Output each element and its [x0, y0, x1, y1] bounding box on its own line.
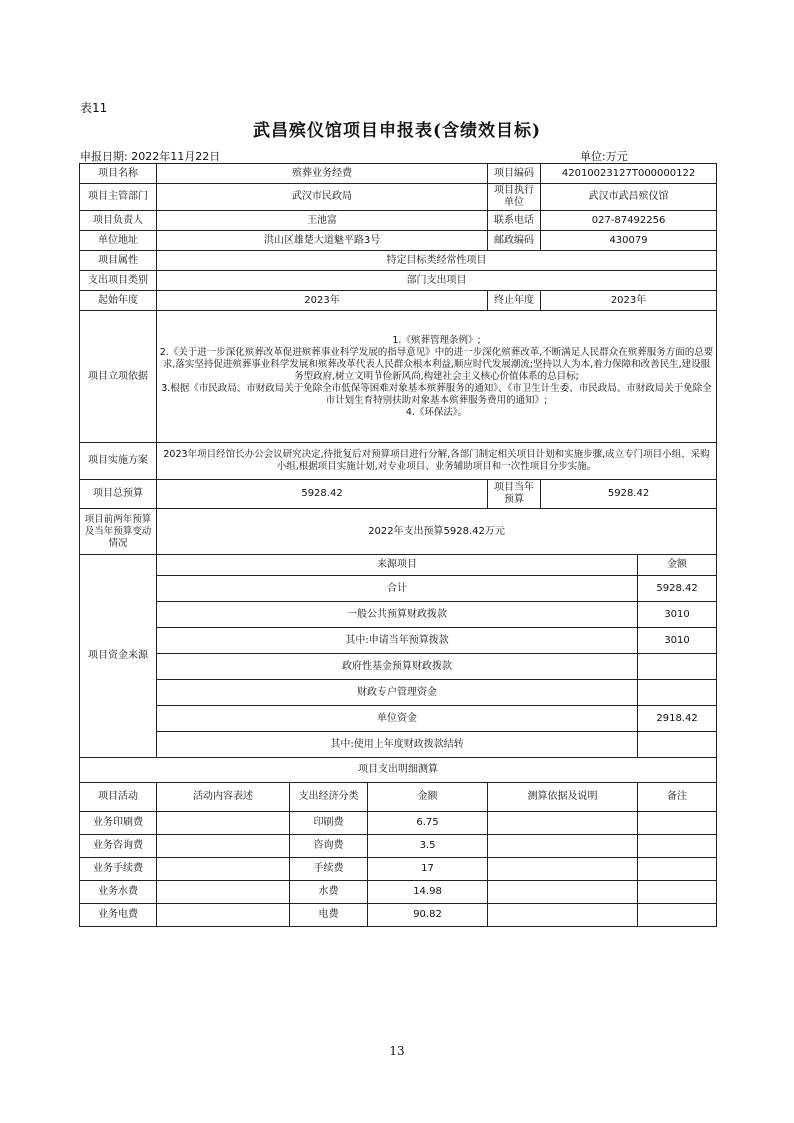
detail-amount: 6.75	[368, 812, 488, 835]
prior-value: 2022年支出预算5928.42万元	[157, 509, 717, 555]
detail-note	[638, 858, 717, 881]
report-date: 申报日期: 2022年11月22日	[80, 150, 221, 163]
detail-amount: 14.98	[368, 881, 488, 904]
funding-source: 单位资金	[157, 706, 638, 732]
funding-amount: 2918.42	[638, 706, 717, 732]
exec-unit-label: 项目执行单位	[488, 184, 541, 211]
postcode-value: 430079	[541, 231, 717, 251]
funding-source: 合计	[157, 576, 638, 602]
funding-col-amount: 金额	[638, 555, 717, 576]
unit-label: 单位:万元	[580, 150, 628, 163]
plan-label: 项目实施方案	[80, 443, 157, 480]
detail-col-content: 活动内容表述	[157, 783, 290, 812]
detail-header-row	[80, 783, 717, 812]
row-project-name	[80, 164, 717, 184]
detail-content	[157, 904, 290, 927]
detail-title-row	[80, 758, 717, 783]
start-year-label: 起始年度	[80, 291, 157, 311]
funding-source: 政府性基金预算财政拨款	[157, 654, 638, 680]
basis-line: 1.《殡葬管理条例》;	[392, 334, 481, 346]
detail-col-amount: 金额	[368, 783, 488, 812]
current-budget-value: 5928.42	[541, 480, 717, 509]
basis-label: 项目立项依据	[80, 311, 157, 443]
funding-amount: 3010	[638, 628, 717, 654]
detail-col-activity: 项目活动	[80, 783, 157, 812]
funding-source: 其中:使用上年度财政拨款结转	[157, 732, 638, 758]
detail-row	[80, 881, 717, 904]
detail-content	[157, 812, 290, 835]
start-year-value: 2023年	[157, 291, 488, 311]
detail-amount: 17	[368, 858, 488, 881]
project-name-value: 殡葬业务经费	[157, 164, 488, 184]
funding-source: 财政专户管理资金	[157, 680, 638, 706]
category-value: 部门支出项目	[157, 271, 717, 291]
table-number: 表11	[80, 101, 108, 115]
postcode-label: 邮政编码	[488, 231, 541, 251]
document-title: 武昌殡仪馆项目申报表(含绩效目标)	[252, 121, 542, 141]
detail-content	[157, 881, 290, 904]
project-code-value: 42010023127T000000122	[541, 164, 717, 184]
row-basis	[80, 311, 717, 443]
current-budget-label: 项目当年预算	[488, 480, 541, 509]
detail-col-note: 备注	[638, 783, 717, 812]
basis-line: 2.《关于进一步深化殡葬改革促进殡葬事业科学发展的指导意见》中的进一步深化殡葬改革,不断满足人民群众在殡葬服务方面的总要求,落实坚持促进殡葬事业科学发展和殡葬改革代表人民群众根本利益,顺应时代发展潮流;坚持以人为本,着力保障和改善民生,建设服务型政府,树立文明节俭新风尚,构建社会主义核心价值体系的总目标;	[159, 346, 714, 382]
detail-class: 印刷费	[290, 812, 368, 835]
funding-amount: 3010	[638, 602, 717, 628]
detail-note	[638, 835, 717, 858]
funding-header-row	[80, 555, 717, 576]
row-budget	[80, 480, 717, 509]
funding-row	[80, 732, 717, 758]
funding-row	[80, 602, 717, 628]
detail-basis	[488, 835, 638, 858]
detail-note	[638, 881, 717, 904]
project-code-label: 项目编码	[488, 164, 541, 184]
detail-activity: 业务印刷费	[80, 812, 157, 835]
funding-row	[80, 706, 717, 732]
funding-row	[80, 628, 717, 654]
detail-basis	[488, 904, 638, 927]
detail-content	[157, 858, 290, 881]
detail-class: 手续费	[290, 858, 368, 881]
funding-amount	[638, 654, 717, 680]
detail-activity: 业务咨询费	[80, 835, 157, 858]
funding-source: 其中:申请当年预算拨款	[157, 628, 638, 654]
detail-row	[80, 858, 717, 881]
phone-value: 027-87492256	[541, 211, 717, 231]
funding-source: 一般公共预算财政拨款	[157, 602, 638, 628]
detail-note	[638, 904, 717, 927]
project-name-label: 项目名称	[80, 164, 157, 184]
detail-class: 电费	[290, 904, 368, 927]
row-years	[80, 291, 717, 311]
row-dept	[80, 184, 717, 211]
detail-row	[80, 904, 717, 927]
page-number: 13	[389, 1044, 405, 1058]
address-label: 单位地址	[80, 231, 157, 251]
funding-amount	[638, 680, 717, 706]
end-year-label: 终止年度	[488, 291, 541, 311]
row-plan	[80, 443, 717, 480]
exec-unit-value: 武汉市武昌殡仪馆	[541, 184, 717, 211]
row-address	[80, 231, 717, 251]
basis-text	[157, 311, 717, 443]
detail-basis	[488, 881, 638, 904]
basis-line: 3.根据《市民政局、市财政局关于免除全市低保等困难对象基本殡葬服务的通知》、《市卫生计生委、市民政局、市财政局关于免除全市计划生育特别扶助对象基本殡葬服务费用的通知》;	[161, 382, 712, 406]
total-budget-label: 项目总预算	[80, 480, 157, 509]
detail-class: 水费	[290, 881, 368, 904]
funding-col-source: 来源项目	[157, 555, 638, 576]
funding-row	[80, 654, 717, 680]
dept-label: 项目主管部门	[80, 184, 157, 211]
row-leader	[80, 211, 717, 231]
detail-activity: 业务电费	[80, 904, 157, 927]
basis-line: 4.《环保法》。	[405, 406, 468, 418]
category-label: 支出项目类别	[80, 271, 157, 291]
funding-section-label: 项目资金来源	[80, 555, 157, 758]
leader-label: 项目负责人	[80, 211, 157, 231]
detail-section-title: 项目支出明细测算	[80, 758, 717, 783]
row-attr	[80, 251, 717, 271]
total-budget-value: 5928.42	[157, 480, 488, 509]
funding-amount: 5928.42	[638, 576, 717, 602]
row-prior	[80, 509, 717, 555]
detail-basis	[488, 858, 638, 881]
detail-basis	[488, 812, 638, 835]
leader-value: 王池富	[157, 211, 488, 231]
funding-row	[80, 576, 717, 602]
phone-label: 联系电话	[488, 211, 541, 231]
attr-value: 特定目标类经常性项目	[157, 251, 717, 271]
detail-activity: 业务手续费	[80, 858, 157, 881]
dept-value: 武汉市民政局	[157, 184, 488, 211]
address-value: 洪山区雄楚大道魅平路3号	[157, 231, 488, 251]
detail-row	[80, 812, 717, 835]
detail-row	[80, 835, 717, 858]
project-application-table	[79, 163, 717, 927]
funding-row	[80, 680, 717, 706]
detail-col-basis: 测算依据及说明	[488, 783, 638, 812]
detail-activity: 业务水费	[80, 881, 157, 904]
detail-col-class: 支出经济分类	[290, 783, 368, 812]
detail-content	[157, 835, 290, 858]
prior-label: 项目前两年预算及当年预算变动情况	[80, 509, 157, 555]
funding-amount	[638, 732, 717, 758]
row-category	[80, 271, 717, 291]
detail-amount: 3.5	[368, 835, 488, 858]
attr-label: 项目属性	[80, 251, 157, 271]
detail-class: 咨询费	[290, 835, 368, 858]
detail-note	[638, 812, 717, 835]
end-year-value: 2023年	[541, 291, 717, 311]
detail-amount: 90.82	[368, 904, 488, 927]
plan-text: 2023年项目经馆长办公会议研究决定,待批复后对预算项目进行分解,各部门制定相关项目计划和实施步骤,成立专门项目小组、采购小组,根据项目实施计划,对专业项目、业务辅助项目和一次性项目分步实施。	[157, 443, 717, 480]
